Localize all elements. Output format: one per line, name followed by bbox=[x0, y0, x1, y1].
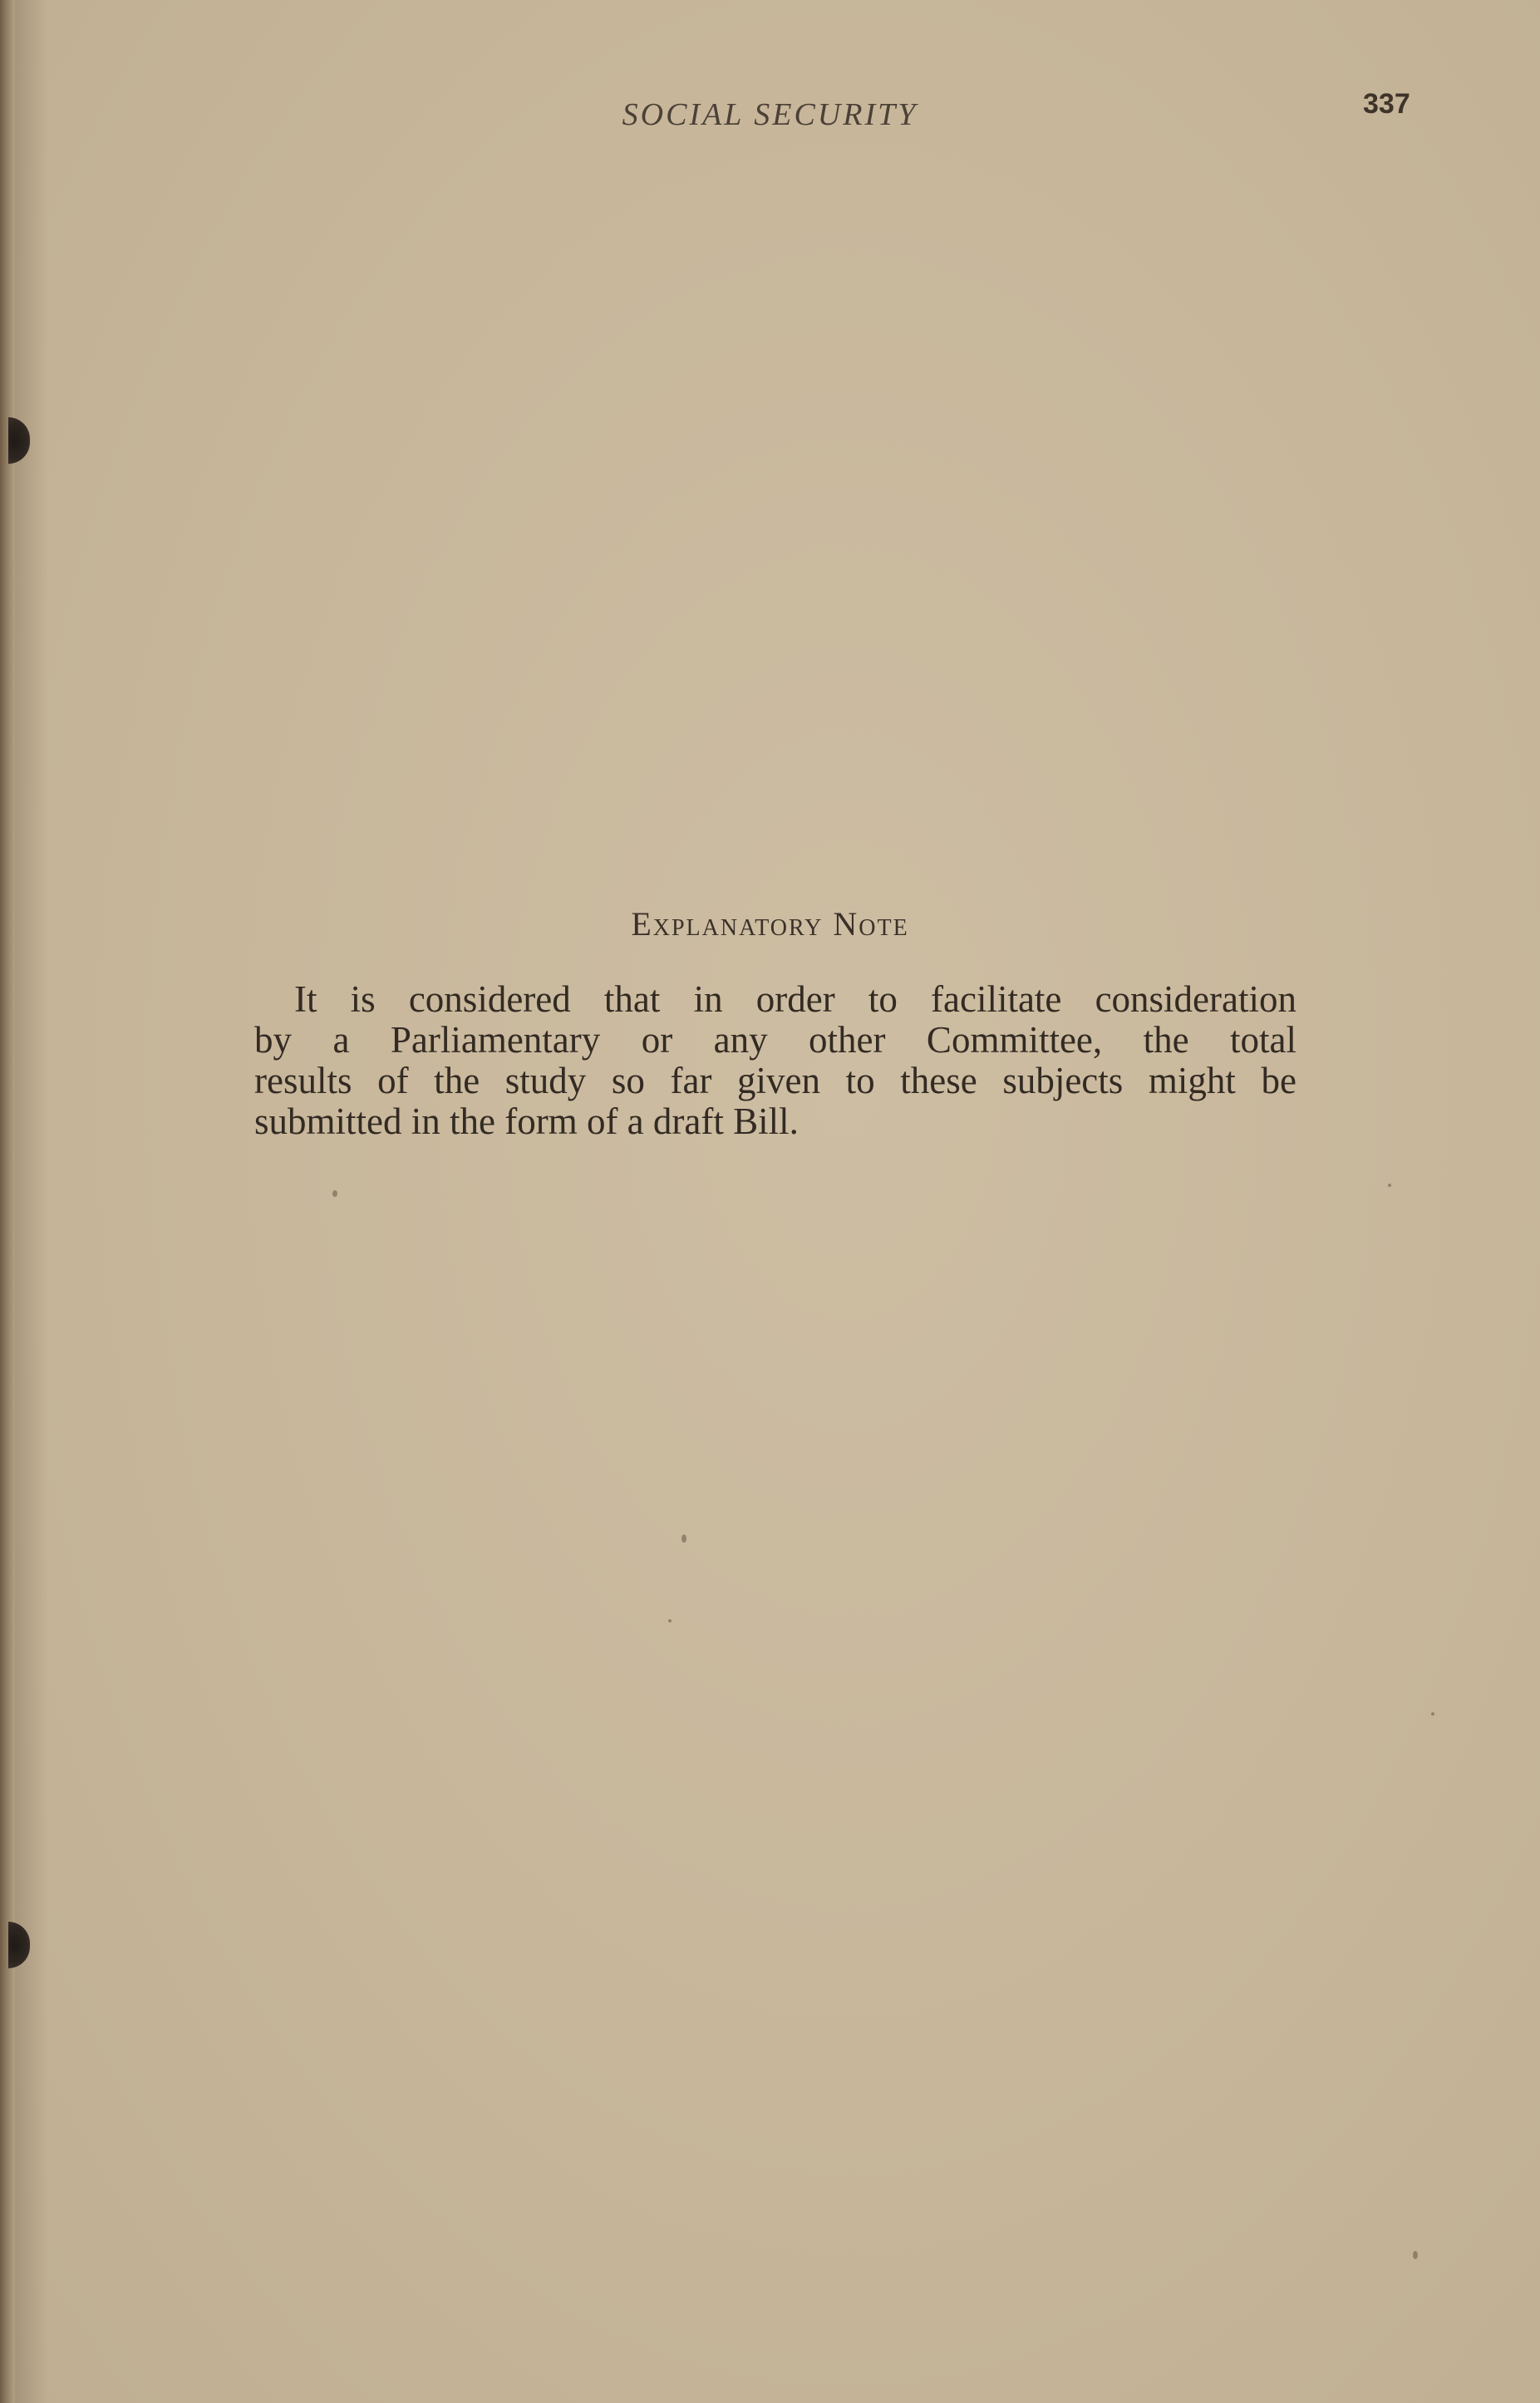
paper-speck bbox=[681, 1534, 686, 1543]
paper-speck bbox=[1431, 1712, 1434, 1716]
paper-speck bbox=[1388, 1184, 1391, 1187]
note-line: results of the study so far given to these subjects might be bbox=[254, 1060, 1296, 1101]
page-number: 337 bbox=[1363, 88, 1410, 120]
note-line: by a Parliamentary or any other Committee, the total bbox=[254, 1019, 1296, 1061]
paper-speck bbox=[332, 1190, 337, 1197]
binding-shadow bbox=[15, 0, 48, 2403]
note-heading: Explanatory Note bbox=[631, 905, 909, 943]
paper-speck bbox=[668, 1619, 672, 1623]
running-head: SOCIAL SECURITY bbox=[622, 97, 918, 132]
note-line: It is considered that in order to facilitate consideration bbox=[294, 978, 1296, 1020]
paper-speck bbox=[1413, 2251, 1418, 2259]
note-paragraph bbox=[254, 979, 1296, 1142]
note-line: submitted in the form of a draft Bill. bbox=[254, 1101, 799, 1142]
binding-edge bbox=[0, 0, 15, 2403]
